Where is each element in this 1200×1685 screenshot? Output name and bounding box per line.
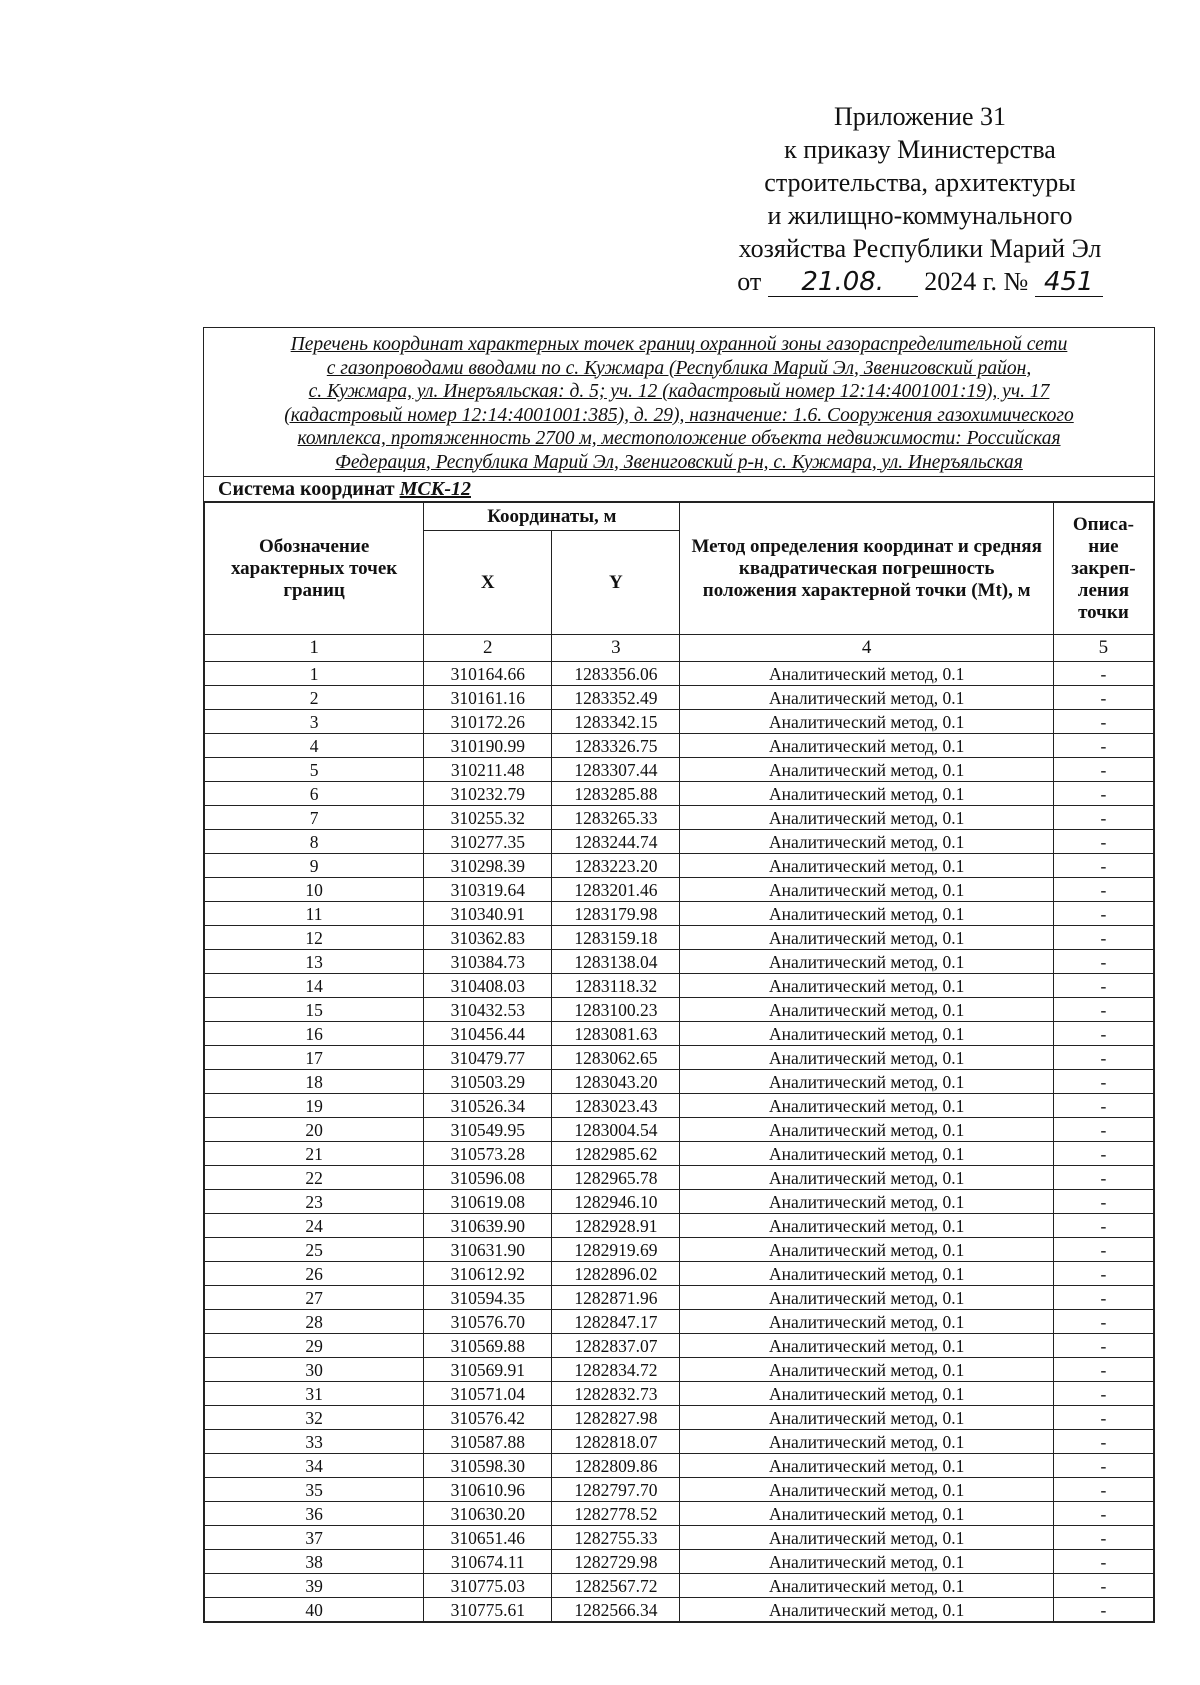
point-id-cell: 1: [205, 662, 424, 686]
method-cell: Аналитический метод, 0.1: [680, 926, 1053, 950]
table-row: [205, 1382, 1154, 1406]
point-id-cell: 9: [205, 854, 424, 878]
x-cell: 310571.04: [424, 1382, 552, 1406]
point-id-cell: 32: [205, 1406, 424, 1430]
description-cell: -: [1053, 1046, 1153, 1070]
title-line: Федерация, Республика Марий Эл, Звениговский р-н, с. Кужмара, ул. Инеръяльская: [335, 451, 1023, 473]
description-cell: -: [1053, 1166, 1153, 1190]
description-cell: -: [1053, 1094, 1153, 1118]
method-cell: Аналитический метод, 0.1: [680, 1526, 1053, 1550]
y-cell: 1283081.63: [552, 1022, 680, 1046]
point-id-cell: 30: [205, 1358, 424, 1382]
point-id-cell: 4: [205, 734, 424, 758]
description-cell: -: [1053, 1598, 1153, 1622]
table-row: [205, 1142, 1154, 1166]
table-row: [205, 1358, 1154, 1382]
method-cell: Аналитический метод, 0.1: [680, 1286, 1053, 1310]
description-cell: -: [1053, 662, 1153, 686]
x-cell: 310319.64: [424, 878, 552, 902]
table-row: [205, 734, 1154, 758]
description-cell: -: [1053, 830, 1153, 854]
y-cell: 1283265.33: [552, 806, 680, 830]
y-cell: 1282834.72: [552, 1358, 680, 1382]
method-cell: Аналитический метод, 0.1: [680, 710, 1053, 734]
x-cell: 310340.91: [424, 902, 552, 926]
method-cell: Аналитический метод, 0.1: [680, 1238, 1053, 1262]
x-cell: 310576.70: [424, 1310, 552, 1334]
x-cell: 310298.39: [424, 854, 552, 878]
table-row: [205, 1262, 1154, 1286]
method-cell: Аналитический метод, 0.1: [680, 878, 1053, 902]
point-id-cell: 27: [205, 1286, 424, 1310]
table-row: [205, 878, 1154, 902]
x-cell: 310569.88: [424, 1334, 552, 1358]
year-text: 2024 г. №: [924, 267, 1029, 296]
point-id-cell: 5: [205, 758, 424, 782]
method-cell: Аналитический метод, 0.1: [680, 1262, 1053, 1286]
table-row: [205, 1478, 1154, 1502]
method-cell: Аналитический метод, 0.1: [680, 830, 1053, 854]
point-id-cell: 37: [205, 1526, 424, 1550]
y-header: Y: [552, 531, 680, 635]
table-row: [205, 1310, 1154, 1334]
point-id-cell: 16: [205, 1022, 424, 1046]
point-id-cell: 34: [205, 1454, 424, 1478]
x-cell: 310612.92: [424, 1262, 552, 1286]
table-row: [205, 1238, 1154, 1262]
method-cell: Аналитический метод, 0.1: [680, 1502, 1053, 1526]
table-row: [205, 1574, 1154, 1598]
method-cell: Аналитический метод, 0.1: [680, 1094, 1053, 1118]
table-row: [205, 710, 1154, 734]
point-id-cell: 10: [205, 878, 424, 902]
table-row: [205, 1214, 1154, 1238]
method-cell: Аналитический метод, 0.1: [680, 1334, 1053, 1358]
date-prefix: от: [737, 267, 762, 296]
description-cell: -: [1053, 998, 1153, 1022]
y-cell: 1282818.07: [552, 1430, 680, 1454]
point-id-cell: 31: [205, 1382, 424, 1406]
x-cell: 310573.28: [424, 1142, 552, 1166]
method-cell: Аналитический метод, 0.1: [680, 782, 1053, 806]
table-row: [205, 902, 1154, 926]
description-cell: -: [1053, 1430, 1153, 1454]
x-cell: 310775.03: [424, 1574, 552, 1598]
column-index: 4: [680, 635, 1053, 662]
method-cell: Аналитический метод, 0.1: [680, 662, 1053, 686]
y-cell: 1282566.34: [552, 1598, 680, 1622]
x-cell: 310432.53: [424, 998, 552, 1022]
description-cell: -: [1053, 758, 1153, 782]
description-cell: -: [1053, 902, 1153, 926]
point-id-cell: 35: [205, 1478, 424, 1502]
method-cell: Аналитический метод, 0.1: [680, 1382, 1053, 1406]
title-line: с. Кужмара, ул. Инеръяльская: д. 5; уч. 12 (кадастровый номер 12:14:4001001:19), уч. 17: [308, 381, 1050, 402]
x-cell: 310456.44: [424, 1022, 552, 1046]
method-cell: Аналитический метод, 0.1: [680, 1166, 1053, 1190]
coordinates-table: [204, 502, 1154, 1622]
method-cell: Аналитический метод, 0.1: [680, 686, 1053, 710]
description-cell: -: [1053, 1502, 1153, 1526]
coordinates-document: [203, 327, 1155, 1623]
table-row: [205, 1526, 1154, 1550]
y-cell: 1283179.98: [552, 902, 680, 926]
point-id-cell: 23: [205, 1190, 424, 1214]
y-cell: 1283356.06: [552, 662, 680, 686]
description-cell: -: [1053, 1262, 1153, 1286]
y-cell: 1282919.69: [552, 1238, 680, 1262]
x-cell: 310631.90: [424, 1238, 552, 1262]
x-cell: 310211.48: [424, 758, 552, 782]
coordinates-header: Координаты, м: [424, 503, 680, 531]
table-row: [205, 1166, 1154, 1190]
title-line: с газопроводами вводами по с. Кужмара (Республика Марий Эл, Звениговский район,: [326, 357, 1032, 379]
y-cell: 1283004.54: [552, 1118, 680, 1142]
table-row: [205, 1406, 1154, 1430]
description-cell: -: [1053, 926, 1153, 950]
point-id-cell: 22: [205, 1166, 424, 1190]
coordinate-system-label: Система координат: [218, 478, 395, 500]
description-cell: -: [1053, 974, 1153, 998]
y-cell: 1282847.17: [552, 1310, 680, 1334]
table-row: [205, 1454, 1154, 1478]
y-cell: 1282965.78: [552, 1166, 680, 1190]
description-cell: -: [1053, 1238, 1153, 1262]
method-cell: Аналитический метод, 0.1: [680, 974, 1053, 998]
x-cell: 310587.88: [424, 1430, 552, 1454]
y-cell: 1283326.75: [552, 734, 680, 758]
table-row: [205, 950, 1154, 974]
description-cell: -: [1053, 1118, 1153, 1142]
description-cell: -: [1053, 1454, 1153, 1478]
designation-header: Обозначение характерных точек границ: [205, 503, 424, 635]
table-row: [205, 1598, 1154, 1622]
document-title: [204, 328, 1154, 477]
x-cell: 310630.20: [424, 1502, 552, 1526]
description-cell: -: [1053, 806, 1153, 830]
y-cell: 1282827.98: [552, 1406, 680, 1430]
x-cell: 310503.29: [424, 1070, 552, 1094]
x-cell: 310651.46: [424, 1526, 552, 1550]
column-index: 1: [205, 635, 424, 662]
point-id-cell: 13: [205, 950, 424, 974]
description-cell: -: [1053, 1142, 1153, 1166]
method-cell: Аналитический метод, 0.1: [680, 1142, 1053, 1166]
column-index: 3: [552, 635, 680, 662]
description-cell: -: [1053, 1310, 1153, 1334]
point-id-cell: 15: [205, 998, 424, 1022]
point-id-cell: 2: [205, 686, 424, 710]
x-cell: 310576.42: [424, 1406, 552, 1430]
point-id-cell: 26: [205, 1262, 424, 1286]
order-line-4: хозяйства Республики Марий Эл: [738, 234, 1102, 263]
description-cell: -: [1053, 1358, 1153, 1382]
method-cell: Аналитический метод, 0.1: [680, 1118, 1053, 1142]
description-cell: -: [1053, 734, 1153, 758]
x-cell: 310775.61: [424, 1598, 552, 1622]
x-cell: 310619.08: [424, 1190, 552, 1214]
table-row: [205, 1502, 1154, 1526]
method-cell: Аналитический метод, 0.1: [680, 1430, 1053, 1454]
table-row: [205, 758, 1154, 782]
description-cell: -: [1053, 686, 1153, 710]
method-cell: Аналитический метод, 0.1: [680, 1574, 1053, 1598]
title-line: Перечень координат характерных точек границ охранной зоны газораспределительной сети: [290, 334, 1068, 355]
x-cell: 310362.83: [424, 926, 552, 950]
appendix-header: [690, 100, 1150, 298]
y-cell: 1283138.04: [552, 950, 680, 974]
description-cell: -: [1053, 1214, 1153, 1238]
point-id-cell: 25: [205, 1238, 424, 1262]
method-cell: Аналитический метод, 0.1: [680, 1046, 1053, 1070]
x-cell: 310164.66: [424, 662, 552, 686]
point-id-cell: 14: [205, 974, 424, 998]
table-body: [205, 662, 1154, 1622]
description-cell: -: [1053, 1382, 1153, 1406]
point-id-cell: 29: [205, 1334, 424, 1358]
table-row: [205, 1070, 1154, 1094]
description-cell: -: [1053, 1286, 1153, 1310]
x-cell: 310596.08: [424, 1166, 552, 1190]
method-cell: Аналитический метод, 0.1: [680, 1310, 1053, 1334]
point-id-cell: 19: [205, 1094, 424, 1118]
point-id-cell: 38: [205, 1550, 424, 1574]
x-cell: 310639.90: [424, 1214, 552, 1238]
x-cell: 310479.77: [424, 1046, 552, 1070]
y-cell: 1282729.98: [552, 1550, 680, 1574]
x-cell: 310610.96: [424, 1478, 552, 1502]
y-cell: 1282567.72: [552, 1574, 680, 1598]
appendix-title: Приложение 31: [833, 102, 1007, 131]
method-cell: Аналитический метод, 0.1: [680, 1358, 1053, 1382]
table-row: [205, 806, 1154, 830]
method-cell: Аналитический метод, 0.1: [680, 1022, 1053, 1046]
table-row: [205, 830, 1154, 854]
point-id-cell: 36: [205, 1502, 424, 1526]
description-cell: -: [1053, 710, 1153, 734]
point-id-cell: 12: [205, 926, 424, 950]
method-cell: Аналитический метод, 0.1: [680, 1190, 1053, 1214]
method-cell: Аналитический метод, 0.1: [680, 1454, 1053, 1478]
method-cell: Аналитический метод, 0.1: [680, 1550, 1053, 1574]
column-index-row: [205, 635, 1154, 662]
point-id-cell: 39: [205, 1574, 424, 1598]
description-cell: -: [1053, 1190, 1153, 1214]
point-id-cell: 33: [205, 1430, 424, 1454]
handwritten-date: 21.08.: [768, 268, 918, 297]
point-id-cell: 7: [205, 806, 424, 830]
description-cell: -: [1053, 1406, 1153, 1430]
x-cell: 310161.16: [424, 686, 552, 710]
y-cell: 1283342.15: [552, 710, 680, 734]
description-cell: -: [1053, 1070, 1153, 1094]
y-cell: 1282928.91: [552, 1214, 680, 1238]
x-header: X: [424, 531, 552, 635]
y-cell: 1283023.43: [552, 1094, 680, 1118]
description-cell: -: [1053, 878, 1153, 902]
method-cell: Аналитический метод, 0.1: [680, 1070, 1053, 1094]
method-cell: Аналитический метод, 0.1: [680, 854, 1053, 878]
x-cell: 310277.35: [424, 830, 552, 854]
description-cell: -: [1053, 1022, 1153, 1046]
y-cell: 1283352.49: [552, 686, 680, 710]
point-id-cell: 6: [205, 782, 424, 806]
order-line-2: строительства, архитектуры: [764, 168, 1076, 197]
table-row: [205, 662, 1154, 686]
description-cell: -: [1053, 1574, 1153, 1598]
column-index: 2: [424, 635, 552, 662]
y-cell: 1282896.02: [552, 1262, 680, 1286]
table-row: [205, 1286, 1154, 1310]
method-cell: Аналитический метод, 0.1: [680, 758, 1053, 782]
y-cell: 1282871.96: [552, 1286, 680, 1310]
y-cell: 1283307.44: [552, 758, 680, 782]
x-cell: 310408.03: [424, 974, 552, 998]
x-cell: 310190.99: [424, 734, 552, 758]
description-cell: -: [1053, 950, 1153, 974]
x-cell: 310232.79: [424, 782, 552, 806]
y-cell: 1282832.73: [552, 1382, 680, 1406]
method-cell: Аналитический метод, 0.1: [680, 1598, 1053, 1622]
y-cell: 1282809.86: [552, 1454, 680, 1478]
order-date-line: [690, 265, 1150, 298]
method-cell: Аналитический метод, 0.1: [680, 1478, 1053, 1502]
table-row: [205, 1334, 1154, 1358]
coordinate-system-value: МСК-12: [399, 478, 471, 500]
method-cell: Аналитический метод, 0.1: [680, 806, 1053, 830]
order-line-1: к приказу Министерства: [784, 135, 1056, 164]
y-cell: 1282797.70: [552, 1478, 680, 1502]
y-cell: 1282755.33: [552, 1526, 680, 1550]
y-cell: 1282837.07: [552, 1334, 680, 1358]
description-cell: -: [1053, 1526, 1153, 1550]
y-cell: 1283159.18: [552, 926, 680, 950]
title-line: комплекса, протяженность 2700 м, местоположение объекта недвижимости: Российская: [297, 428, 1061, 449]
y-cell: 1283043.20: [552, 1070, 680, 1094]
y-cell: 1283223.20: [552, 854, 680, 878]
table-row: [205, 1094, 1154, 1118]
table-row: [205, 926, 1154, 950]
point-id-cell: 28: [205, 1310, 424, 1334]
x-cell: 310384.73: [424, 950, 552, 974]
description-cell: -: [1053, 854, 1153, 878]
y-cell: 1283201.46: [552, 878, 680, 902]
method-cell: Аналитический метод, 0.1: [680, 1406, 1053, 1430]
x-cell: 310674.11: [424, 1550, 552, 1574]
method-cell: Аналитический метод, 0.1: [680, 998, 1053, 1022]
y-cell: 1283118.32: [552, 974, 680, 998]
method-cell: Аналитический метод, 0.1: [680, 950, 1053, 974]
y-cell: 1283244.74: [552, 830, 680, 854]
table-row: [205, 974, 1154, 998]
description-cell: -: [1053, 1550, 1153, 1574]
coordinate-system: [204, 477, 1154, 502]
description-header: Описа- ние закреп- ления точки: [1053, 503, 1153, 635]
description-cell: -: [1053, 782, 1153, 806]
table-row: [205, 686, 1154, 710]
x-cell: 310594.35: [424, 1286, 552, 1310]
x-cell: 310172.26: [424, 710, 552, 734]
table-row: [205, 1550, 1154, 1574]
y-cell: 1283285.88: [552, 782, 680, 806]
point-id-cell: 24: [205, 1214, 424, 1238]
table-row: [205, 1430, 1154, 1454]
method-cell: Аналитический метод, 0.1: [680, 1214, 1053, 1238]
order-line-3: и жилищно-коммунального: [767, 201, 1073, 230]
x-cell: 310598.30: [424, 1454, 552, 1478]
point-id-cell: 18: [205, 1070, 424, 1094]
point-id-cell: 40: [205, 1598, 424, 1622]
x-cell: 310549.95: [424, 1118, 552, 1142]
method-cell: Аналитический метод, 0.1: [680, 734, 1053, 758]
y-cell: 1282946.10: [552, 1190, 680, 1214]
table-row: [205, 1118, 1154, 1142]
x-cell: 310569.91: [424, 1358, 552, 1382]
point-id-cell: 21: [205, 1142, 424, 1166]
method-cell: Аналитический метод, 0.1: [680, 902, 1053, 926]
y-cell: 1283062.65: [552, 1046, 680, 1070]
table-row: [205, 1046, 1154, 1070]
table-row: [205, 1022, 1154, 1046]
column-index: 5: [1053, 635, 1153, 662]
description-cell: -: [1053, 1334, 1153, 1358]
x-cell: 310526.34: [424, 1094, 552, 1118]
point-id-cell: 17: [205, 1046, 424, 1070]
x-cell: 310255.32: [424, 806, 552, 830]
table-row: [205, 998, 1154, 1022]
point-id-cell: 8: [205, 830, 424, 854]
point-id-cell: 3: [205, 710, 424, 734]
table-row: [205, 854, 1154, 878]
y-cell: 1283100.23: [552, 998, 680, 1022]
table-row: [205, 782, 1154, 806]
point-id-cell: 11: [205, 902, 424, 926]
handwritten-order-number: 451: [1035, 268, 1103, 297]
method-header: Метод определения координат и средняя квадратическая погрешность положения характерной точки (Mt), м: [680, 503, 1053, 635]
y-cell: 1282778.52: [552, 1502, 680, 1526]
y-cell: 1282985.62: [552, 1142, 680, 1166]
table-row: [205, 1190, 1154, 1214]
point-id-cell: 20: [205, 1118, 424, 1142]
description-cell: -: [1053, 1478, 1153, 1502]
title-line: (кадастровый номер 12:14:4001001:385), д. 29), назначение: 1.6. Сооружения газохимического: [284, 404, 1074, 426]
